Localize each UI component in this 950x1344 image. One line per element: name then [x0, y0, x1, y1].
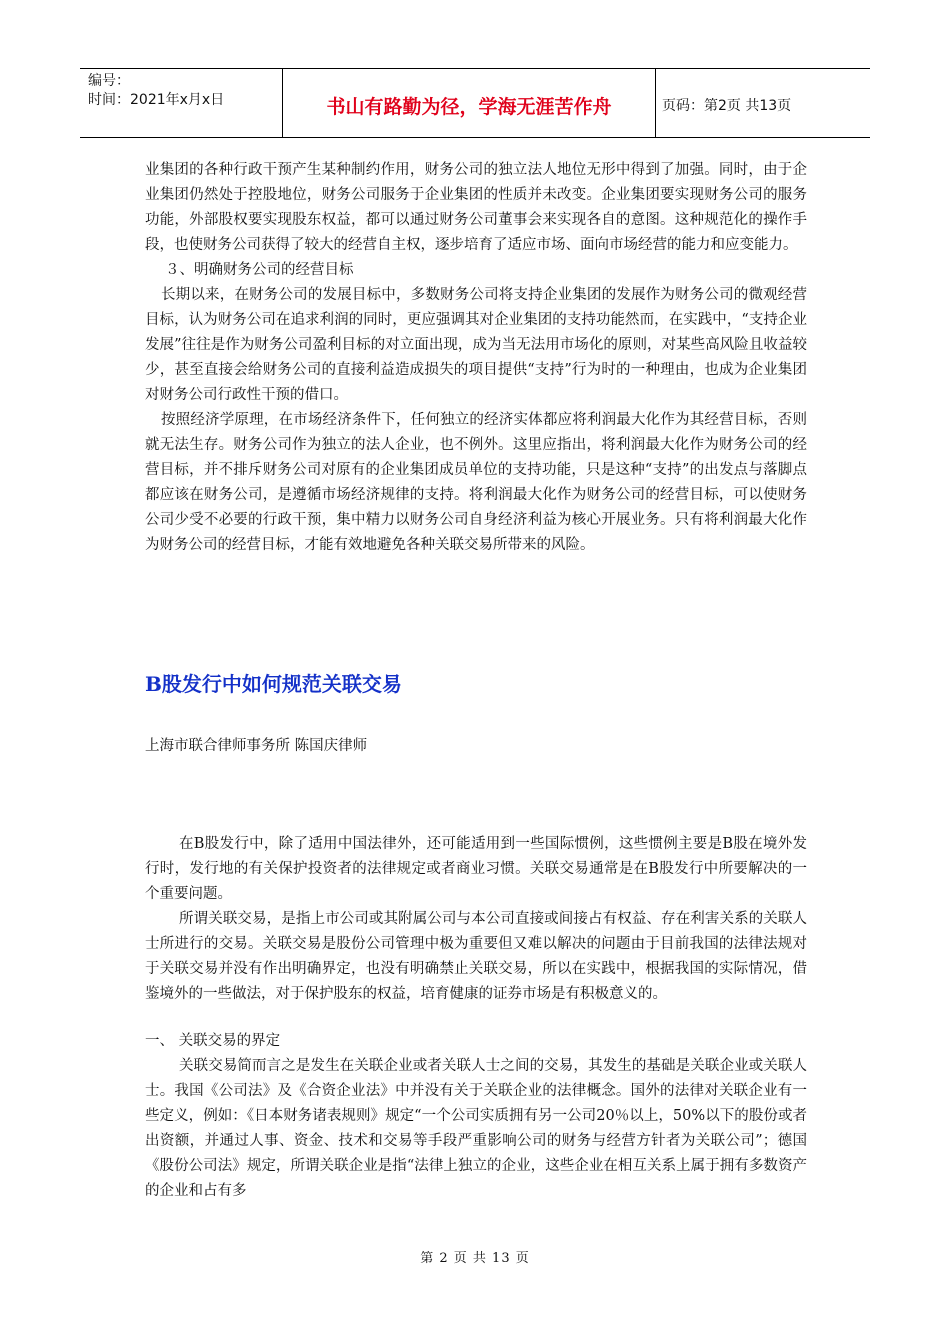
time-label: 时间：2021年x月x日 [88, 92, 225, 108]
page-header [80, 68, 870, 138]
paragraph: 所谓关联交易，是指上市公司或其附属公司与本公司直接或间接占有权益、存在利害关系的关联人士所进行的交易。关联交易是股份公司管理中极为重要但又难以解决的问题由于目前我国的法律法规对于关联交易并没有作出明确界定，也没有明确禁止关联交易，所以在实践中，根据我国的实际情况，借鉴境外的一些做法，对于保护股东的权益，培育健康的证券市场是有积极意义的。 [145, 911, 807, 1002]
paragraph: 按照经济学原理，在市场经济条件下，任何独立的经济实体都应将利润最大化作为其经营目标，否则就无法生存。财务公司作为独立的法人企业，也不例外。这里应指出，将利润最大化作为财务公司的经营目标，并不排斥财务公司对原有的企业集团成员单位的支持功能，只是这种“支持”的出发点与落脚点都应该在财务公司，是遵循市场经济规律的支持。将利润最大化作为财务公司的经营目标，可以使财务公司少受不必要的行政干预，集中精力以财务公司自身经济利益为核心开展业务。只有将利润最大化作为财务公司的经营目标，才能有效地避免各种关联交易所带来的风险。 [145, 412, 807, 553]
number-label: 编号： [88, 73, 130, 89]
paragraph: 在B股发行中，除了适用中国法律外，还可能适用到一些国际惯例，这些惯例主要是B股在境外发行时，发行地的有关保护投资者的法律规定或者商业习惯。关联交易通常是在B股发行中所要解决的一个重要问题。 [145, 836, 807, 902]
article-title: B股发行中如何规范关联交易 [145, 672, 402, 696]
article-section-1 [145, 1029, 807, 1204]
section-heading: 一、 关联交易的界定 [145, 1033, 281, 1049]
page-footer: 第 2 页 共 13 页 [420, 1251, 530, 1266]
section-finance-company [145, 158, 807, 558]
paragraph: 关联交易简而言之是发生在关联企业或者关联人士之间的交易，其发生的基础是关联企业或关联人士。我国《公司法》及《合资企业法》中并没有关于关联企业的法律概念。国外的法律对关联企业有一些定义，例如：《日本财务诸表规则》规定“一个公司实质拥有另一公司20％以上，50%以下的股份或者出资额，并通过人事、资金、技术和交易等手段严重影响公司的财务与经营方针者为关联公司”；德国《股份公司法》规定，所谓关联企业是指“法律上独立的企业，这些企业在相互关系上属于拥有多数资产的企业和占有多 [145, 1058, 807, 1199]
article-author: 上海市联合律师事务所 陈国庆律师 [145, 738, 368, 754]
header-page-info: 页码：第2页 共13页 [662, 98, 792, 114]
article-intro [145, 832, 807, 1007]
paragraph: 长期以来，在财务公司的发展目标中，多数财务公司将支持企业集团的发展作为财务公司的微观经营目标，认为财务公司在追求利润的同时，更应强调其对企业集团的支持功能然而，在实践中，“支持企业发展”往往是作为财务公司盈利目标的对立面出现，成为当无法用市场化的原则，对某些高风险且收益较少，甚至直接会给财务公司的直接利益造成损失的项目提供“支持”行为时的一种理由，也成为企业集团对财务公司行政性干预的借口。 [145, 287, 807, 403]
header-motto: 书山有路勤为径，学海无涯苦作舟 [282, 69, 656, 137]
subheading: ３、明确财务公司的经营目标 [165, 262, 354, 278]
header-meta [80, 69, 282, 137]
paragraph: 业集团的各种行政干预产生某种制约作用，财务公司的独立法人地位无形中得到了加强。同时，由于企业集团仍然处于控股地位，财务公司服务于企业集团的性质并未改变。企业集团要实现财务公司的服务功能，外部股权要实现股东权益，都可以通过财务公司董事会来实现各自的意图。这种规范化的操作手段，也使财务公司获得了较大的经营自主权，逐步培育了适应市场、面向市场经营的能力和应变能力。 [145, 162, 807, 253]
